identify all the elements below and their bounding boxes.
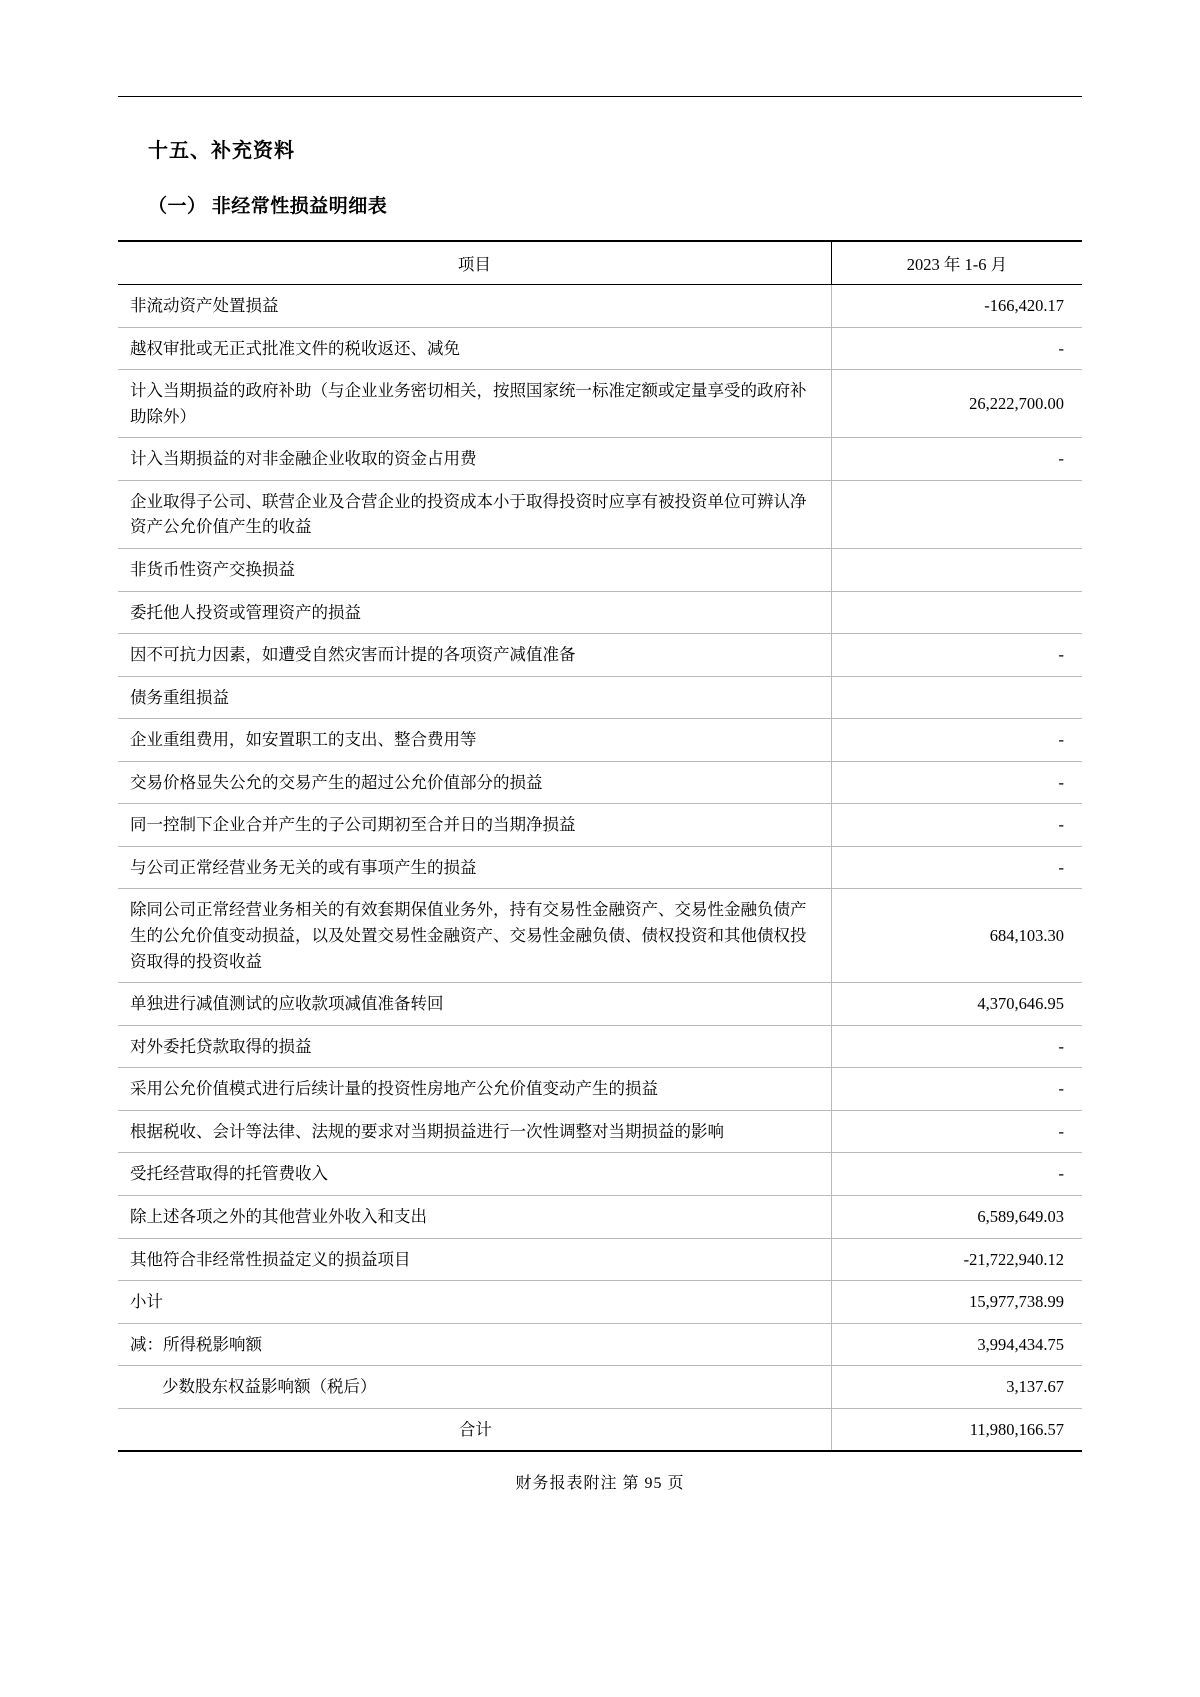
row-item-label: 委托他人投资或管理资产的损益 bbox=[118, 591, 831, 634]
table-total-row bbox=[118, 1408, 1082, 1451]
table-row bbox=[118, 1025, 1082, 1068]
row-item-label: 因不可抗力因素，如遭受自然灾害而计提的各项资产减值准备 bbox=[118, 634, 831, 677]
row-item-label: 同一控制下企业合并产生的子公司期初至合并日的当期净损益 bbox=[118, 804, 831, 847]
table-row bbox=[118, 719, 1082, 762]
table-row bbox=[118, 438, 1082, 481]
table-row bbox=[118, 889, 1082, 983]
row-item-label: 采用公允价值模式进行后续计量的投资性房地产公允价值变动产生的损益 bbox=[118, 1068, 831, 1111]
total-label: 合计 bbox=[118, 1408, 831, 1451]
table-row bbox=[118, 1195, 1082, 1238]
row-item-label: 与公司正常经营业务无关的或有事项产生的损益 bbox=[118, 846, 831, 889]
table-row bbox=[118, 370, 1082, 438]
row-item-value: - bbox=[831, 438, 1082, 481]
table-row bbox=[118, 1366, 1082, 1409]
table-row bbox=[118, 983, 1082, 1026]
row-item-label: 交易价格显失公允的交易产生的超过公允价值部分的损益 bbox=[118, 761, 831, 804]
row-item-label: 除上述各项之外的其他营业外收入和支出 bbox=[118, 1195, 831, 1238]
section-subheading: （一） 非经常性损益明细表 bbox=[148, 196, 388, 217]
column-header-period: 2023 年 1-6 月 bbox=[831, 241, 1082, 285]
table-row bbox=[118, 761, 1082, 804]
row-item-value: 3,137.67 bbox=[831, 1366, 1082, 1409]
table-header bbox=[118, 241, 1082, 285]
page-footer bbox=[0, 1470, 1200, 1493]
row-item-value bbox=[831, 676, 1082, 719]
table-row bbox=[118, 591, 1082, 634]
table-row bbox=[118, 1068, 1082, 1111]
row-item-label: 对外委托贷款取得的损益 bbox=[118, 1025, 831, 1068]
non-recurring-gains-losses-table bbox=[118, 240, 1082, 1452]
row-item-label: 单独进行减值测试的应收款项减值准备转回 bbox=[118, 983, 831, 1026]
table-row bbox=[118, 1110, 1082, 1153]
table-row bbox=[118, 327, 1082, 370]
row-item-value: - bbox=[831, 846, 1082, 889]
row-item-label: 根据税收、会计等法律、法规的要求对当期损益进行一次性调整对当期损益的影响 bbox=[118, 1110, 831, 1153]
column-header-item: 项目 bbox=[118, 241, 831, 285]
table-body bbox=[118, 285, 1082, 1452]
footer-page-prefix: 第 bbox=[622, 1475, 640, 1492]
row-item-label: 减：所得税影响额 bbox=[118, 1323, 831, 1366]
footer-label: 财务报表附注 bbox=[515, 1475, 618, 1492]
table-row bbox=[118, 634, 1082, 677]
table-row bbox=[118, 480, 1082, 548]
footer-page-suffix: 页 bbox=[667, 1475, 685, 1492]
section-heading: 十五、补充资料 bbox=[148, 140, 295, 162]
row-item-label: 其他符合非经常性损益定义的损益项目 bbox=[118, 1238, 831, 1281]
row-item-label: 越权审批或无正式批准文件的税收返还、减免 bbox=[118, 327, 831, 370]
page-content bbox=[118, 120, 1082, 1452]
table-header-row bbox=[118, 241, 1082, 285]
footer-page-number: 95 bbox=[644, 1475, 663, 1492]
row-item-value bbox=[831, 480, 1082, 548]
row-item-value: 6,589,649.03 bbox=[831, 1195, 1082, 1238]
table-row bbox=[118, 804, 1082, 847]
table-row bbox=[118, 1238, 1082, 1281]
table-row bbox=[118, 1323, 1082, 1366]
row-item-value: 26,222,700.00 bbox=[831, 370, 1082, 438]
row-item-label: 计入当期损益的对非金融企业收取的资金占用费 bbox=[118, 438, 831, 481]
row-item-label: 受托经营取得的托管费收入 bbox=[118, 1153, 831, 1196]
table-row bbox=[118, 548, 1082, 591]
row-item-value: - bbox=[831, 719, 1082, 762]
table-row bbox=[118, 1153, 1082, 1196]
row-item-value: 4,370,646.95 bbox=[831, 983, 1082, 1026]
table-row bbox=[118, 846, 1082, 889]
table-row bbox=[118, 676, 1082, 719]
row-item-value bbox=[831, 548, 1082, 591]
row-item-label: 小计 bbox=[118, 1281, 831, 1324]
row-item-label: 非货币性资产交换损益 bbox=[118, 548, 831, 591]
row-item-value: -21,722,940.12 bbox=[831, 1238, 1082, 1281]
row-item-label: 非流动资产处置损益 bbox=[118, 285, 831, 328]
row-item-label: 计入当期损益的政府补助（与企业业务密切相关，按照国家统一标准定额或定量享受的政府补助除外） bbox=[118, 370, 831, 438]
row-item-label: 企业重组费用，如安置职工的支出、整合费用等 bbox=[118, 719, 831, 762]
row-item-value: 3,994,434.75 bbox=[831, 1323, 1082, 1366]
row-item-value: 15,977,738.99 bbox=[831, 1281, 1082, 1324]
row-item-value bbox=[831, 591, 1082, 634]
total-value: 11,980,166.57 bbox=[831, 1408, 1082, 1451]
row-item-value: - bbox=[831, 761, 1082, 804]
row-item-label: 少数股东权益影响额（税后） bbox=[118, 1366, 831, 1409]
row-item-label: 企业取得子公司、联营企业及合营企业的投资成本小于取得投资时应享有被投资单位可辨认净资产公允价值产生的收益 bbox=[118, 480, 831, 548]
row-item-value: -166,420.17 bbox=[831, 285, 1082, 328]
table-row bbox=[118, 1281, 1082, 1324]
row-item-value: - bbox=[831, 634, 1082, 677]
row-item-value: - bbox=[831, 1068, 1082, 1111]
row-item-value: - bbox=[831, 804, 1082, 847]
row-item-value: - bbox=[831, 327, 1082, 370]
row-item-value: - bbox=[831, 1153, 1082, 1196]
row-item-value: - bbox=[831, 1110, 1082, 1153]
row-item-label: 债务重组损益 bbox=[118, 676, 831, 719]
row-item-value: - bbox=[831, 1025, 1082, 1068]
row-item-label: 除同公司正常经营业务相关的有效套期保值业务外，持有交易性金融资产、交易性金融负债产生的公允价值变动损益，以及处置交易性金融资产、交易性金融负债、债权投资和其他债权投资取得的投资收益 bbox=[118, 889, 831, 983]
table-row bbox=[118, 285, 1082, 328]
row-item-value: 684,103.30 bbox=[831, 889, 1082, 983]
header-rule bbox=[118, 96, 1082, 97]
